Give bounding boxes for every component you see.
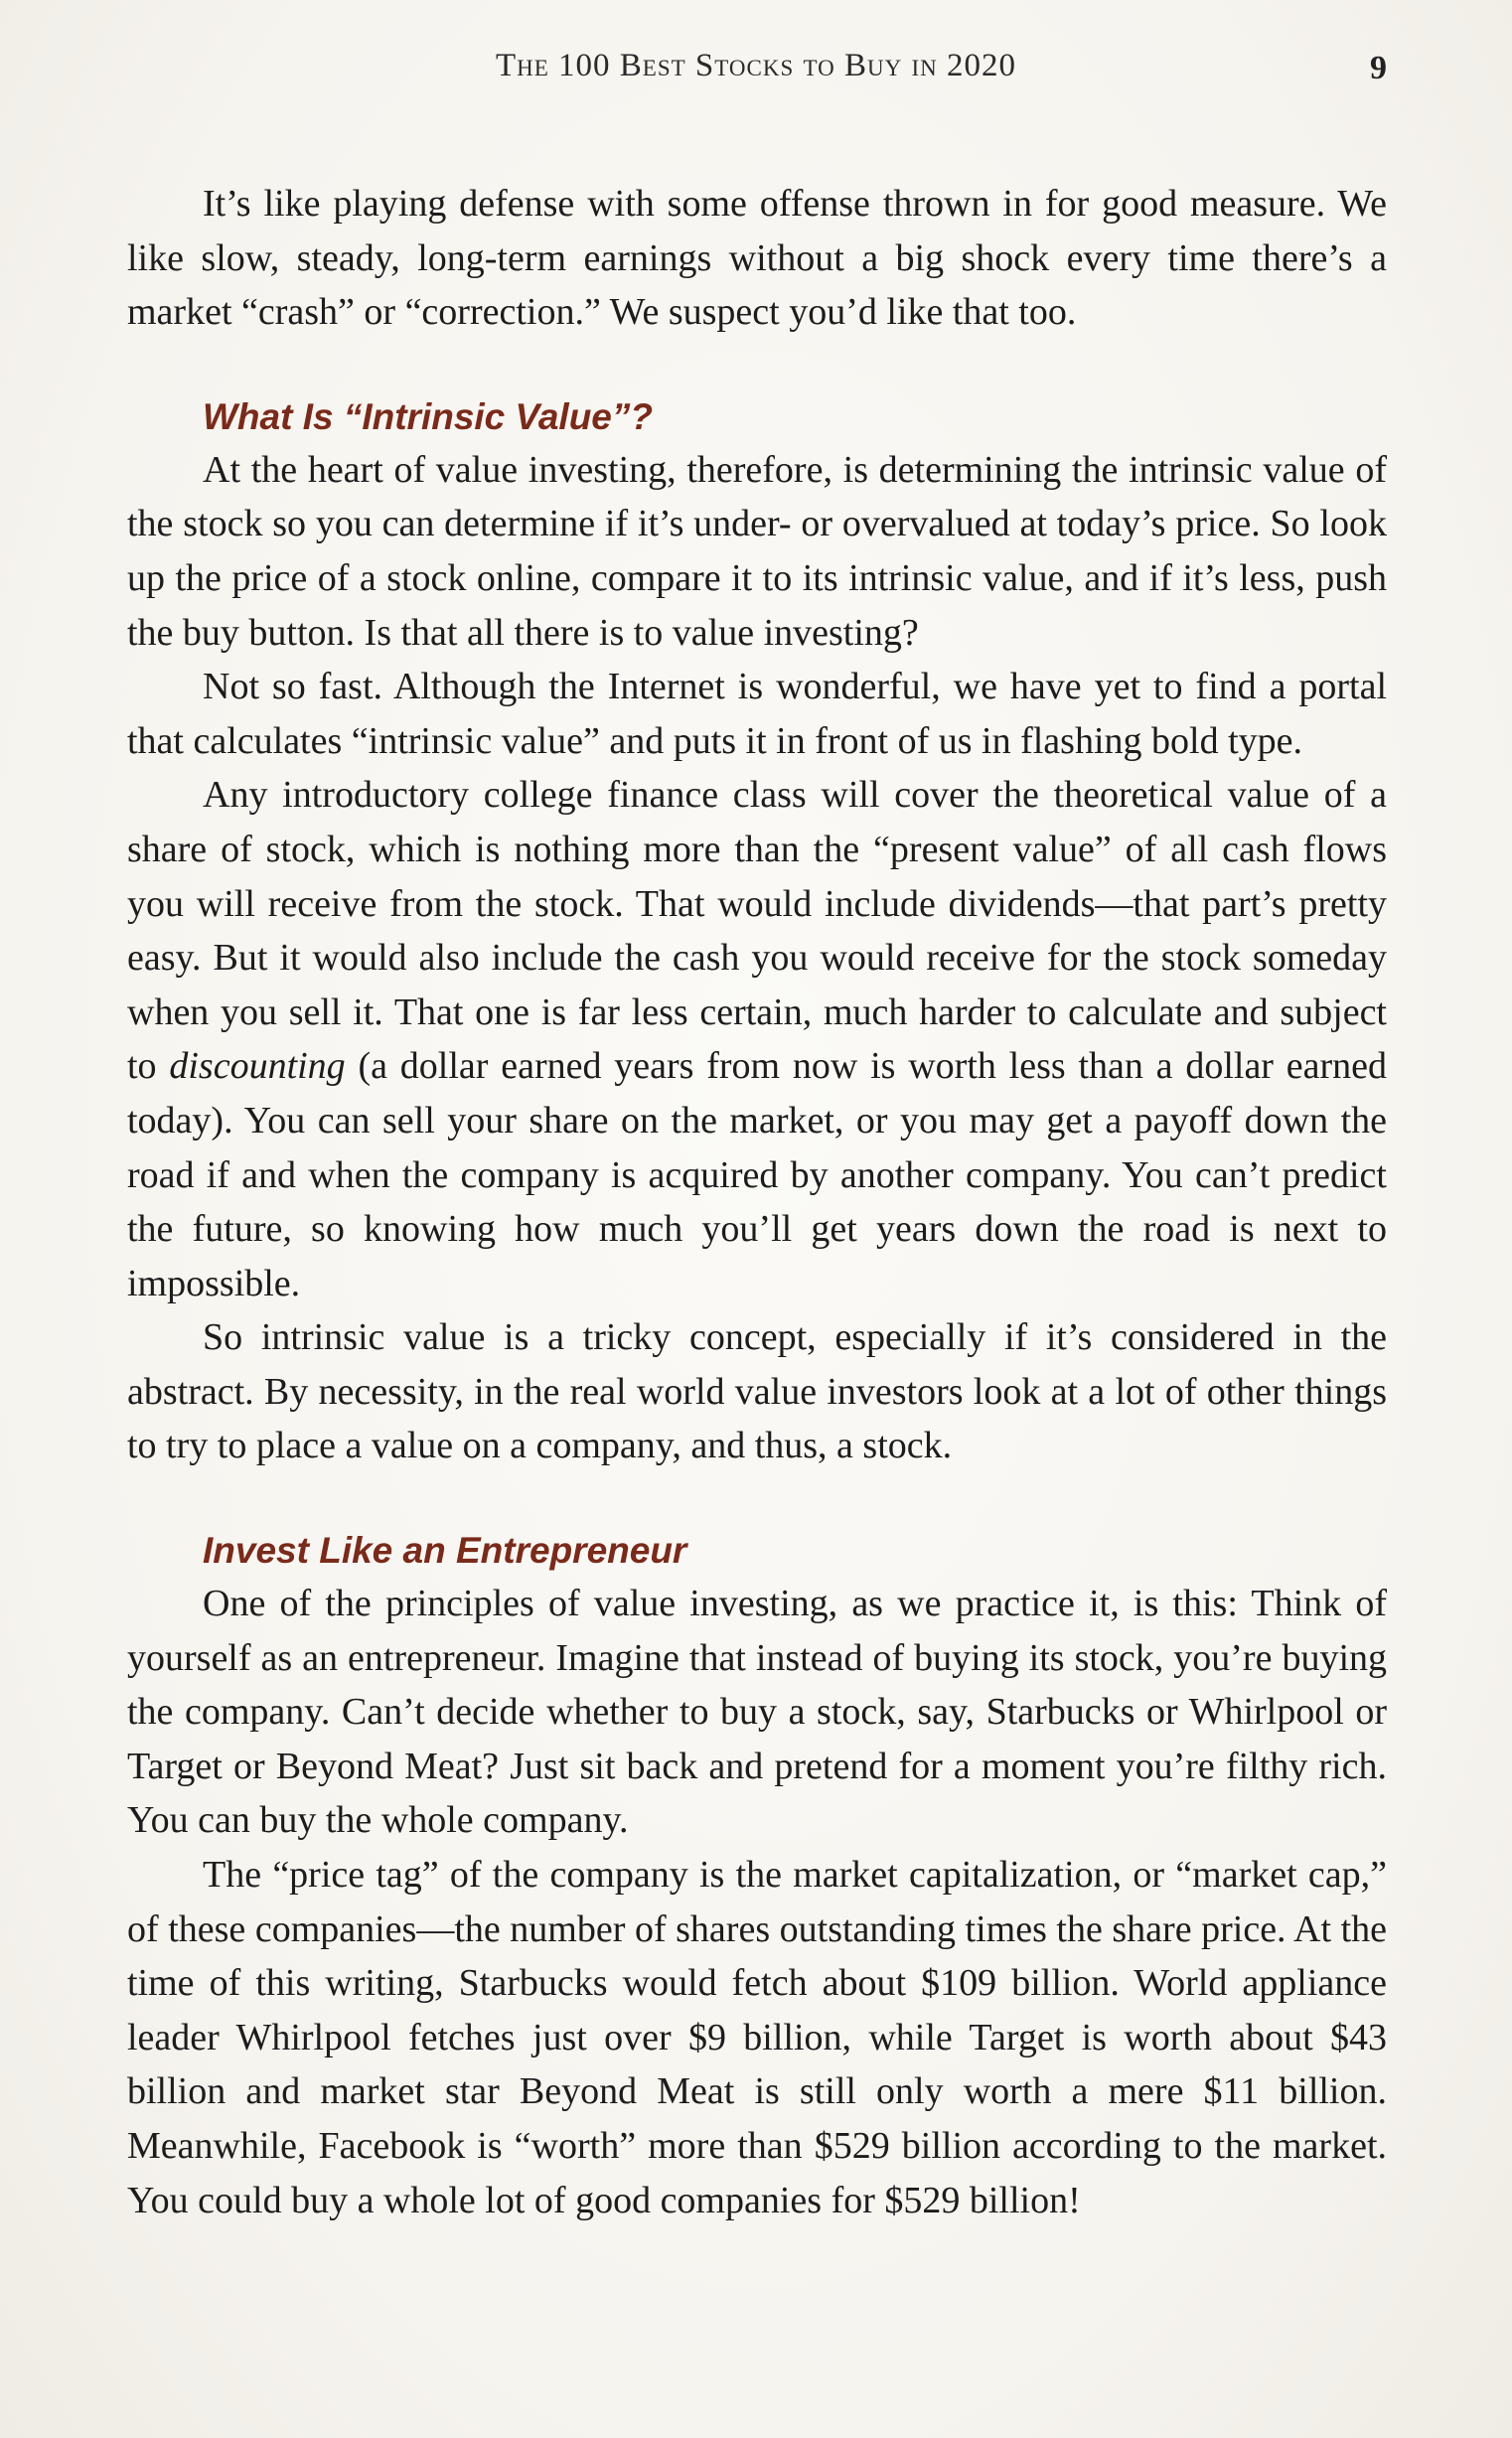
paragraph xyxy=(127,768,1387,1310)
page-content xyxy=(127,177,1387,2227)
paragraph: So intrinsic value is a tricky concept, especially if it’s considered in the abstract. By necessity, in the real world value investors look at a lot of other things to try to place a value on a company, and thus, a stock. xyxy=(127,1316,1387,1467)
section-spacer xyxy=(127,1473,1387,1525)
paragraph: At the heart of value investing, therefore, is determining the intrinsic value of the stock so you can determine if it’s under- or overvalued at today’s price. So look up the price of a stock online, compare it to its intrinsic value, and if it’s less, push the buy button. Is that all there is to value investing? xyxy=(127,448,1387,654)
paragraph: One of the principles of value investing, as we practice it, is this: Think of yourself as an entrepreneur. Imagine that instead of buying its stock, you’re buying the company. Can’t decide whether to buy a stock, say, Starbucks or Whirlpool or Target or Beyond Meat? Just sit back and pretend for a moment you’re filthy rich. You can buy the whole company. xyxy=(127,1583,1387,1842)
paragraph-text: (a dollar earned years from now is worth less than a dollar earned today). You can sell your share on the market, or you may get a payoff down the road if and when the company is acquired by another company. You can’t predict the future, so knowing how much you’ll get years down the road is next to impossible. xyxy=(127,1045,1388,1304)
page-number: 9 xyxy=(1370,50,1387,86)
paragraph-text: Any introductory college finance class will cover the theoretical value of a share of stock, which is nothing more than the “present value” of all cash flows you will receive from the stock. That would include dividends—that part’s pretty easy. But it would also include the cash you would receive for the stock someday when you sell it. That one is far less certain, much harder to calculate and subject to xyxy=(127,774,1387,1088)
running-head xyxy=(0,48,1512,97)
paragraph: Not so fast. Although the Internet is wonderful, we have yet to find a portal that calculates “intrinsic value” and puts it in front of us in flashing bold type. xyxy=(127,666,1387,762)
paragraph: The “price tag” of the company is the market capitalization, or “market cap,” of these companies—the number of shares outstanding times the share price. At the time of this writing, Starbucks would fetch about $109 billion. World appliance leader Whirlpool fetches just over $9 billion, while Target is worth about $43 billion and market star Beyond Meat is still only worth a mere $11 billion. Meanwhile, Facebook is “worth” more than $529 billion according to the market. You could buy a whole lot of good companies for $529 billion! xyxy=(127,1854,1387,2221)
section-heading-invest-like-entrepreneur: Invest Like an Entrepreneur xyxy=(203,1530,687,1572)
running-title: The 100 Best Stocks to Buy in 2020 xyxy=(495,48,1017,83)
intro-paragraph: It’s like playing defense with some offense thrown in for good measure. We like slow, steady, long-term earnings without a big shock every time there’s a market “crash” or “correction.” We suspect you’d like that too. xyxy=(127,183,1387,334)
emphasis-text: discounting xyxy=(169,1045,346,1088)
section-heading-intrinsic-value: What Is “Intrinsic Value”? xyxy=(203,395,653,437)
section-spacer xyxy=(127,340,1387,391)
